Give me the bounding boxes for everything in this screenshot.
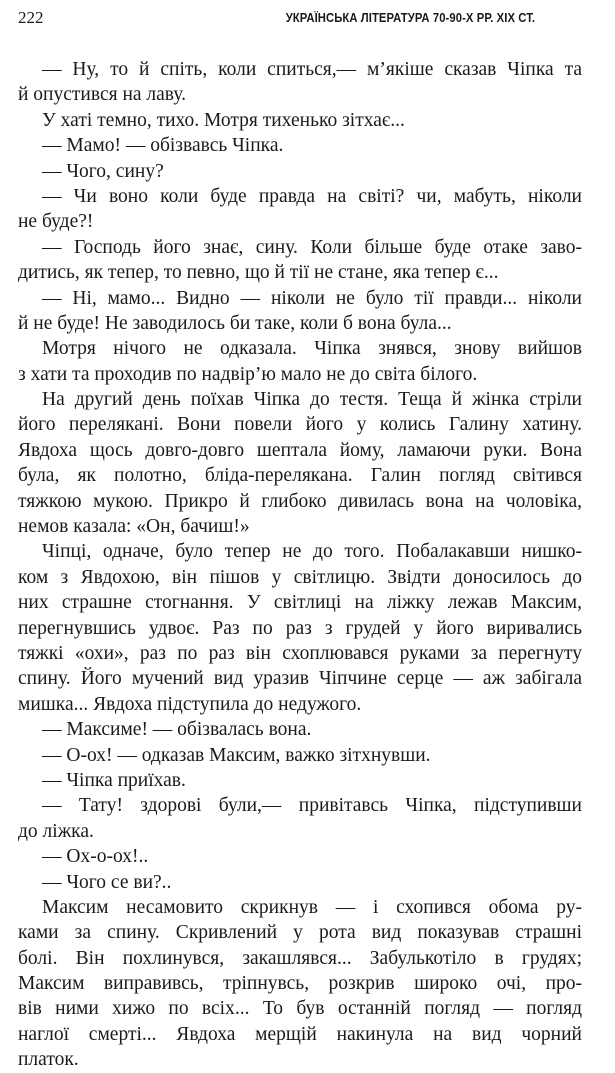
text-line: ками за спину. Скривлений у рота вид показував страшні bbox=[18, 922, 582, 944]
text-line: Чіпці, одначе, було тепер не до того. Побалакавши нишко- bbox=[42, 541, 582, 563]
text-line: ком з Явдохою, він пішов у світлицю. Звідти доносилось до bbox=[18, 566, 582, 588]
paragraph bbox=[18, 717, 582, 742]
text-line: — Чіпка приїхав. bbox=[42, 769, 186, 791]
text-line: не буде?! bbox=[18, 211, 94, 233]
text-line: вів ними хижо по всіх... То був останній погляд — погляд bbox=[18, 998, 582, 1020]
text-line: — Тату! здорові були,— привітавсь Чіпка, підступивши bbox=[42, 795, 582, 817]
text-line: мишка... Явдоха підступила до недужого. bbox=[18, 693, 362, 715]
paragraph bbox=[18, 286, 582, 337]
text-line: — Чого, сину? bbox=[42, 160, 164, 182]
page-number: 222 bbox=[18, 8, 44, 27]
paragraph bbox=[18, 235, 582, 286]
paragraph bbox=[18, 793, 582, 844]
text-line: Максим виправивсь, тріпнувсь, розкрив широко очі, про- bbox=[18, 973, 582, 995]
text-line: — Чи воно коли буде правда на світі? чи, мабуть, ніколи bbox=[42, 185, 582, 207]
text-line: Явдоха щось довго-довго шептала йому, ламаючи руки. Вона bbox=[18, 439, 582, 461]
text-line: спину. Його мучений вид уразив Чіпчине серце — аж забігала bbox=[18, 668, 582, 690]
text-line: була, як полотно, бліда-перелякана. Галин погляд світився bbox=[18, 465, 582, 487]
text-line: платок. bbox=[18, 1049, 79, 1071]
paragraph bbox=[18, 870, 582, 895]
paragraph bbox=[18, 57, 582, 108]
text-line: перегнувшись удвоє. Раз по раз з грудей у його виривались bbox=[18, 617, 582, 639]
page-header bbox=[0, 6, 615, 30]
text-line: й опустився на лаву. bbox=[18, 84, 187, 106]
text-line: болі. Він похлинувся, закашлявся... Забулькотіло в грудях; bbox=[18, 947, 582, 969]
text-line: — Господь його знає, сину. Коли більше буде отаке заво- bbox=[42, 236, 582, 258]
text-line: до ліжка. bbox=[18, 820, 94, 842]
paragraph bbox=[18, 844, 582, 869]
text-line: Мотря нічого не одказала. Чіпка знявся, знову вийшов bbox=[42, 338, 582, 360]
text-line: — Мамо! — обізвавсь Чіпка. bbox=[42, 135, 284, 157]
text-line: У хаті темно, тихо. Мотря тихенько зітхає... bbox=[42, 109, 405, 131]
text-line: — Ні, мамо... Видно — ніколи не було тії правди... ніколи bbox=[42, 287, 582, 309]
paragraph bbox=[18, 768, 582, 793]
text-line: з хати та проходив по надвір’ю мало не до світа білого. bbox=[18, 363, 478, 385]
text-line: — Ну, то й спіть, коли спиться,— м’якіше сказав Чіпка та bbox=[42, 59, 582, 80]
paragraph bbox=[18, 108, 582, 133]
paragraph bbox=[18, 539, 582, 717]
text-line: На другий день поїхав Чіпка до тестя. Теща й жінка стріли bbox=[42, 389, 582, 411]
text-line: тяжкі «охи», раз по раз він схоплювався руками за перегнуту bbox=[18, 642, 582, 664]
text-line: наглої смерті... Явдоха мерщій накинула на вид чорний bbox=[18, 1023, 582, 1045]
text-line: й не буде! Не заводилось би таке, коли б вона була... bbox=[18, 312, 452, 334]
text-line: Максим несамовито скрикнув — і схопився обома ру- bbox=[42, 896, 582, 918]
paragraph bbox=[18, 184, 582, 235]
page-body bbox=[18, 57, 582, 1073]
text-line: — О-ох! — одказав Максим, важко зітхнувши. bbox=[42, 744, 431, 766]
text-line: немов казала: «Он, бачиш!» bbox=[18, 516, 250, 538]
paragraph bbox=[18, 336, 582, 387]
text-line: дитись, як тепер, то певно, що й тії не стане, яка тепер є... bbox=[18, 262, 499, 284]
paragraph bbox=[18, 159, 582, 184]
paragraph bbox=[18, 743, 582, 768]
text-line: — Ох-о-ох!.. bbox=[42, 846, 149, 868]
text-line: них страшне стогнання. У світлиці на ліжку лежав Максим, bbox=[18, 592, 582, 614]
paragraph bbox=[18, 387, 582, 539]
text-line: — Чого се ви?.. bbox=[42, 871, 172, 893]
text-line: його перелякані. Вони повели його у колись Галину хатину. bbox=[18, 414, 582, 436]
paragraph bbox=[18, 895, 582, 1073]
paragraph bbox=[18, 133, 582, 158]
text-line: — Максиме! — обізвалась вона. bbox=[42, 719, 312, 741]
text-line: тяжкою мукою. Прикро й глибоко дивилась вона на чоловіка, bbox=[18, 490, 582, 512]
running-title: УКРАЇНСЬКА ЛІТЕРАТУРА 70-90-Х РР. XIX СТ. bbox=[285, 11, 535, 25]
